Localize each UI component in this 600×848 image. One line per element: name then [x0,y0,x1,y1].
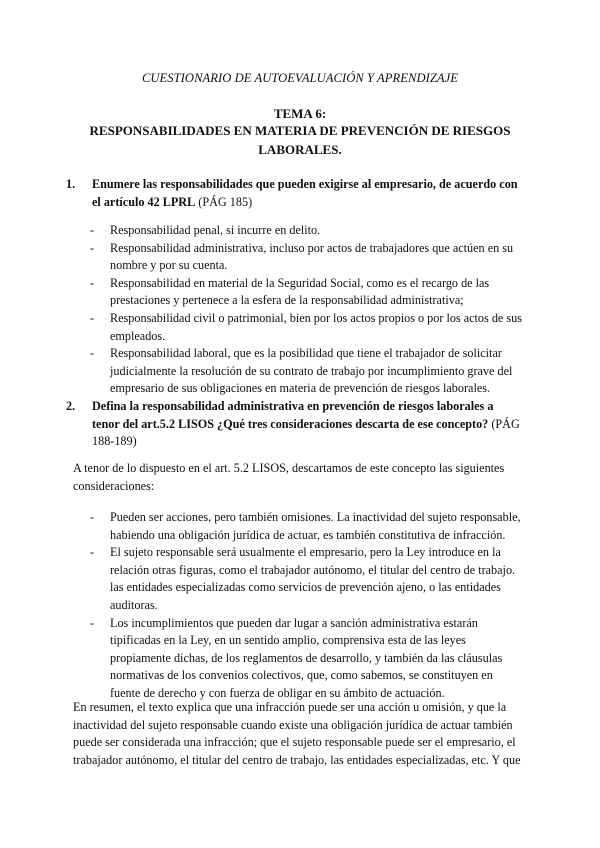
question-2-ref: (PÁG 188-189) [92,416,520,449]
list-item: - El sujeto responsable será usualmente el empresario, pero la Ley introduce en la relación otras figuras, como el trabajador autónomo, el titular del centro de trabajo. las entidades especializadas como servicios de prevención ajeno, o las entidades auditoras. [90,545,516,612]
list-item: - Responsabilidad penal, si incurre en delito. [90,223,321,237]
topic-title: RESPONSABILIDADES EN MATERIA DE PREVENCIÓN DE RIESGOS LABORALES. [89,123,511,157]
question-2 [66,398,522,451]
question-1 [66,176,522,211]
list-item: - Responsabilidad civil o patrimonial, bien por los actos propios o por los actos de sus empleados. [90,310,522,343]
question-2-text: Defina la responsabilidad administrativa en prevención de riesgos laborales a tenor del art.5.2 LISOS ¿Qué tres consideraciones descarta de ese concepto? [92,399,494,431]
topic-number: TEMA 6: [273,106,327,121]
list-item: - Responsabilidad administrativa, incluso por actos de trabajadores que actúen en su nombre y por su cuenta. [90,240,514,273]
question-2-intro: A tenor de lo dispuesto en el art. 5.2 LISOS, descartamos de este concepto las siguientes consideraciones: [73,461,505,493]
list-item: - Los incumplimientos que pueden dar lugar a sanción administrativa estarán tipificadas en la Ley, en un sentido amplio, comprensiva esta de las leyes propiamente dichas, de los reglamentos de desarrollo, y también da las cláusulas normativas de los convenios colectivos, que, como sabemos, se constituyen en fuente de derecho y con fuerza de obligar en su ámbito de actuación. [90,615,503,700]
question-1-text: Enumere las responsabilidades que pueden exigirse al empresario, de acuerdo con el artículo 42 LPRL [92,177,518,209]
questionnaire-kicker: CUESTIONARIO DE AUTOEVALUACIÓN Y APRENDIZAJE [141,71,459,85]
list-item: - Responsabilidad laboral, que es la posibilidad que tiene el trabajador de solicitar judicialmente la resolución de su contrato de trabajo por incumplimiento grave del empresario de sus obligaciones en materia de prevención de riesgos laborales. [90,346,513,396]
summary-paragraph: En resumen, el texto explica que una infracción puede ser una acción u omisión, y que la inactividad del sujeto responsable cuando existe una obligación jurídica de actuar también puede ser considerada una infracción; que el sujeto responsable puede ser el empresario, el trabajador autónomo, el titular del centro de trabajo, las entidades especializadas, etc. Y que [73,700,521,767]
list-item: - Pueden ser acciones, pero también omisiones. La inactividad del sujeto responsable, habiendo una obligación jurídica de actuar, es también constitutiva de infracción. [90,510,521,542]
question-2-number: 2. [66,399,76,413]
list-item: - Responsabilidad en material de la Seguridad Social, como es el recargo de las prestaciones y pertenece a la esfera de la responsabilidad administrativa; [90,275,490,308]
question-1-answer-list [90,222,525,398]
question-1-number: 1. [66,177,76,191]
question-1-ref: (PÁG 185) [198,194,253,209]
question-2-answer-list [90,509,525,703]
